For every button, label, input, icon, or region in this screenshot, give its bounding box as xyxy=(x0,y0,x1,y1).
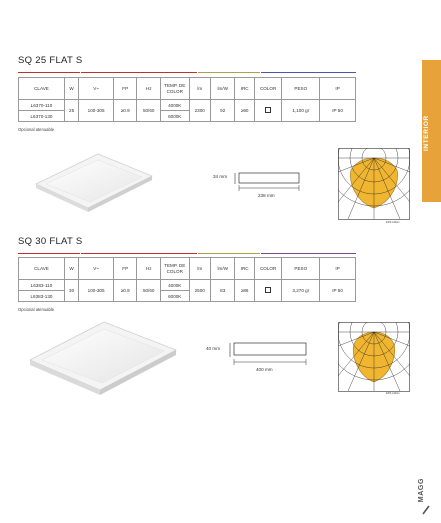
width-dimension-label: 238 mm xyxy=(258,193,275,198)
header-color: COLOR xyxy=(254,258,282,280)
header-fp: FP xyxy=(113,258,136,280)
cell-peso: 1,100 gr xyxy=(282,100,320,122)
section-tab-label: INTERIOR xyxy=(423,115,430,151)
cell-lm: 2300 xyxy=(189,100,210,122)
header-voltage: V~ xyxy=(79,78,114,100)
header-ip: IP xyxy=(320,258,356,280)
table-row xyxy=(19,280,356,291)
spec-table-header xyxy=(19,78,356,100)
color-rule-olive xyxy=(198,253,260,254)
photometric-polar-diagram xyxy=(338,322,410,392)
product-title: SQ 25 FLAT S xyxy=(18,55,83,66)
cell-w: 30 xyxy=(64,280,78,302)
cell-w: 25 xyxy=(64,100,78,122)
cell-color xyxy=(254,280,282,302)
spec-table xyxy=(18,257,356,302)
header-w: W xyxy=(64,258,78,280)
cell-lmw: 92 xyxy=(210,100,235,122)
header-clave: CLAVE xyxy=(19,258,65,280)
color-rule-red xyxy=(18,72,80,73)
width-dimension-label: 400 mm xyxy=(256,367,273,372)
cell-irc: ≥86 xyxy=(235,280,254,302)
cell-irc: ≥90 xyxy=(235,100,254,122)
panel-light-image xyxy=(22,316,182,398)
header-irc: IRC xyxy=(235,78,254,100)
color-rule-red xyxy=(81,72,197,73)
header-ip: IP xyxy=(320,78,356,100)
photometric-polar-diagram xyxy=(338,148,410,220)
header-temp: TEMP. DE COLOR xyxy=(160,258,189,280)
header-peso: PESO xyxy=(282,258,320,280)
header-irc: IRC xyxy=(235,258,254,280)
product-title: SQ 30 FLAT S xyxy=(18,236,83,247)
cell-ip: IP 50 xyxy=(320,100,356,122)
header-temp: TEMP. DE COLOR xyxy=(160,78,189,100)
header-hz: Hz xyxy=(137,78,160,100)
color-rule-red xyxy=(81,253,197,254)
cell-voltage: 100-305 xyxy=(79,100,114,122)
height-dimension-label: 40 mm xyxy=(206,346,221,351)
color-rule-olive xyxy=(198,72,260,73)
color-rule-red xyxy=(18,253,80,254)
dimmable-note: Opcional atenuable xyxy=(18,307,55,312)
cell-clave: L6383-130 xyxy=(19,291,65,302)
cell-ip: IP 50 xyxy=(320,280,356,302)
header-lmw: lm/W xyxy=(210,78,235,100)
white-swatch-icon xyxy=(265,287,271,293)
spec-table-header xyxy=(19,258,356,280)
header-lmw: lm/W xyxy=(210,258,235,280)
header-lm: lm xyxy=(189,258,210,280)
header-w: W xyxy=(64,78,78,100)
height-dimension-label: 34 mm xyxy=(213,174,228,179)
dimmable-note: Opcional atenuable xyxy=(18,127,55,132)
cell-temp: 6000K xyxy=(160,291,189,302)
header-hz: Hz xyxy=(137,258,160,280)
cell-temp: 4000K xyxy=(160,280,189,291)
cell-color xyxy=(254,100,282,122)
cell-hz: 50/60 xyxy=(137,100,160,122)
header-voltage: V~ xyxy=(79,258,114,280)
spec-table xyxy=(18,77,356,122)
cell-lmw: 83 xyxy=(210,280,235,302)
header-peso: PESO xyxy=(282,78,320,100)
cell-fp: ≥0.9 xyxy=(113,280,136,302)
white-swatch-icon xyxy=(265,107,271,113)
cell-lm: 2500 xyxy=(189,280,210,302)
cell-clave: L6370-110 xyxy=(19,100,65,111)
polar-caption: EDS cd/klm xyxy=(386,221,400,224)
brand-logo xyxy=(418,478,425,502)
cell-temp: 6000K xyxy=(160,111,189,122)
polar-caption: EDS cd/klm xyxy=(386,392,400,395)
header-fp: FP xyxy=(113,78,136,100)
brand-name: MAGG xyxy=(418,478,425,503)
header-color: COLOR xyxy=(254,78,282,100)
header-clave: CLAVE xyxy=(19,78,65,100)
cell-voltage: 100-305 xyxy=(79,280,114,302)
header-lm: lm xyxy=(189,78,210,100)
color-rule-purple xyxy=(261,253,356,254)
cell-fp: ≥0.9 xyxy=(113,100,136,122)
color-rule-blue xyxy=(261,72,356,73)
cell-peso: 3,270 gr xyxy=(282,280,320,302)
cell-temp: 4000K xyxy=(160,100,189,111)
cell-clave: L6383-110 xyxy=(19,280,65,291)
panel-light-image xyxy=(26,148,158,214)
brand-slash-icon xyxy=(421,504,431,516)
dimension-drawing xyxy=(228,340,308,370)
table-row xyxy=(19,100,356,111)
cell-clave: L6370-130 xyxy=(19,111,65,122)
cell-hz: 50/60 xyxy=(137,280,160,302)
section-tab-interior xyxy=(422,60,441,202)
